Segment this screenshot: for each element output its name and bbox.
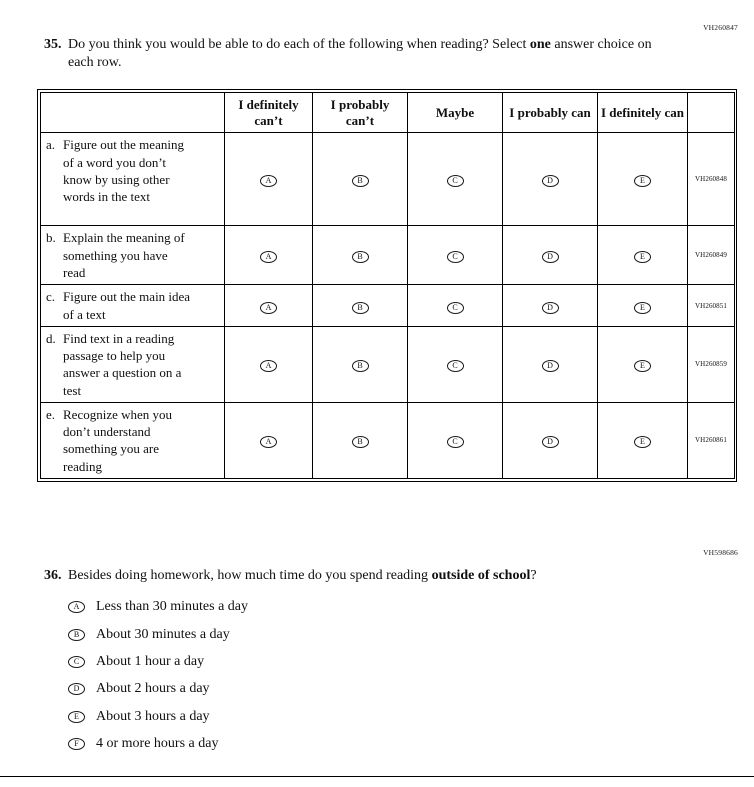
option-cell [408, 133, 503, 226]
option-cell [598, 133, 688, 226]
row-label-cell [41, 285, 225, 327]
table-row-c [41, 285, 735, 327]
option-cell [313, 226, 408, 285]
answer-bubble-c[interactable]: C [447, 302, 464, 314]
option-bubble-e[interactable]: E [68, 711, 85, 723]
answer-bubble-b[interactable]: B [352, 302, 369, 314]
row-text: Explain the meaning of something you have read [63, 230, 185, 280]
row-text: Figure out the main idea of a text [63, 289, 191, 322]
row-code: VH260848 [688, 133, 735, 226]
table-row-d [41, 326, 735, 402]
column-header-definitely-cant: I definitely can’t [225, 93, 313, 133]
question-35-number: 35. [44, 37, 62, 52]
row-code: VH260851 [688, 285, 735, 327]
question-36-prompt-emphasis: outside of school [431, 568, 531, 584]
page-bottom-rule [0, 776, 754, 777]
row-text: Figure out the meaning of a word you don’t know by using other words in the text [63, 137, 184, 205]
table-row-e [41, 402, 735, 478]
option-cell [503, 402, 598, 478]
question-36 [44, 567, 714, 763]
option-cell [598, 226, 688, 285]
option-cell [598, 402, 688, 478]
option-cell [225, 402, 313, 478]
option-label: About 1 hour a day [96, 654, 205, 670]
row-text: Find text in a reading passage to help you answer a question on a test [63, 330, 182, 398]
option-row [68, 735, 537, 753]
question-35 [44, 36, 714, 72]
option-cell [598, 285, 688, 327]
option-row [68, 680, 537, 698]
question-36-prompt-tail: ? [530, 568, 537, 584]
row-letter: b. [46, 230, 56, 246]
answer-bubble-b[interactable]: B [352, 436, 369, 448]
option-label: About 2 hours a day [96, 681, 210, 697]
option-cell [313, 402, 408, 478]
option-cell [313, 285, 408, 327]
q35-matrix-frame [37, 89, 737, 482]
answer-bubble-d[interactable]: D [542, 436, 559, 448]
answer-bubble-c[interactable]: C [447, 436, 464, 448]
answer-bubble-d[interactable]: D [542, 251, 559, 263]
answer-bubble-e[interactable]: E [634, 175, 651, 187]
form-code-q36: VH598686 [703, 548, 738, 558]
row-label-cell [41, 326, 225, 402]
option-row [68, 708, 537, 726]
option-cell [408, 226, 503, 285]
question-36-prompt-text: Besides doing homework, how much time do you spend reading [68, 568, 432, 584]
option-row [68, 653, 537, 671]
table-row-a [41, 133, 735, 226]
option-bubble-d[interactable]: D [68, 683, 85, 695]
answer-bubble-c[interactable]: C [447, 360, 464, 372]
question-35-prompt-emphasis: one [529, 37, 551, 52]
option-cell [225, 285, 313, 327]
row-label-cell [41, 226, 225, 285]
option-cell [503, 133, 598, 226]
column-header-blank [41, 93, 225, 133]
column-header-code-blank [688, 93, 735, 133]
question-36-number: 36. [44, 568, 62, 584]
option-cell [225, 133, 313, 226]
answer-bubble-d[interactable]: D [542, 360, 559, 372]
table-row-b [41, 226, 735, 285]
question-36-options [68, 598, 537, 753]
row-label-cell [41, 402, 225, 478]
answer-bubble-b[interactable]: B [352, 175, 369, 187]
form-code-top: VH260847 [703, 23, 738, 32]
option-row [68, 598, 537, 616]
option-cell [598, 326, 688, 402]
option-bubble-a[interactable]: A [68, 601, 85, 613]
answer-bubble-a[interactable]: A [260, 302, 277, 314]
q35-matrix-table [40, 92, 735, 479]
option-label: 4 or more hours a day [96, 736, 219, 752]
option-cell [313, 133, 408, 226]
option-cell [408, 326, 503, 402]
option-label: About 3 hours a day [96, 708, 210, 724]
option-bubble-f[interactable]: F [68, 738, 85, 750]
option-row [68, 626, 537, 644]
option-label: Less than 30 minutes a day [96, 599, 249, 615]
answer-bubble-e[interactable]: E [634, 360, 651, 372]
answer-bubble-d[interactable]: D [542, 175, 559, 187]
answer-bubble-d[interactable]: D [542, 302, 559, 314]
row-letter: c. [46, 289, 56, 305]
option-cell [408, 402, 503, 478]
option-label: About 30 minutes a day [96, 626, 230, 642]
row-letter: a. [46, 137, 56, 153]
option-cell [503, 226, 598, 285]
answer-bubble-e[interactable]: E [634, 251, 651, 263]
row-text: Recognize when you don’t understand something you are reading [63, 406, 173, 474]
answer-bubble-c[interactable]: C [447, 251, 464, 263]
question-36-prompt [68, 567, 537, 585]
answer-bubble-a[interactable]: A [260, 436, 277, 448]
answer-bubble-b[interactable]: B [352, 251, 369, 263]
option-cell [225, 326, 313, 402]
answer-bubble-c[interactable]: C [447, 175, 464, 187]
row-letter: d. [46, 330, 56, 346]
option-cell [225, 226, 313, 285]
column-header-probably-cant: I probably can’t [313, 93, 408, 133]
row-code: VH260861 [688, 402, 735, 478]
row-code: VH260849 [688, 226, 735, 285]
answer-bubble-e[interactable]: E [634, 302, 651, 314]
question-35-prompt-text: Do you think you would be able to do each of the following when reading? Select [68, 37, 530, 52]
row-code: VH260859 [688, 326, 735, 402]
column-header-probably-can: I probably can [503, 93, 598, 133]
row-label-cell [41, 133, 225, 226]
column-header-definitely-can: I definitely can [598, 93, 688, 133]
column-header-maybe: Maybe [408, 93, 503, 133]
row-letter: e. [46, 406, 56, 422]
option-cell [408, 285, 503, 327]
header-row [41, 93, 735, 133]
answer-bubble-b[interactable]: B [352, 360, 369, 372]
option-bubble-c[interactable]: C [68, 656, 85, 668]
answer-bubble-a[interactable]: A [260, 251, 277, 263]
question-35-prompt [68, 36, 668, 72]
answer-bubble-a[interactable]: A [260, 360, 277, 372]
answer-bubble-a[interactable]: A [260, 175, 277, 187]
option-cell [313, 326, 408, 402]
option-bubble-b[interactable]: B [68, 629, 85, 641]
option-cell [503, 326, 598, 402]
question-35-prompt-tail: answer choice on each row. [68, 37, 652, 71]
option-cell [503, 285, 598, 327]
answer-bubble-e[interactable]: E [634, 436, 651, 448]
